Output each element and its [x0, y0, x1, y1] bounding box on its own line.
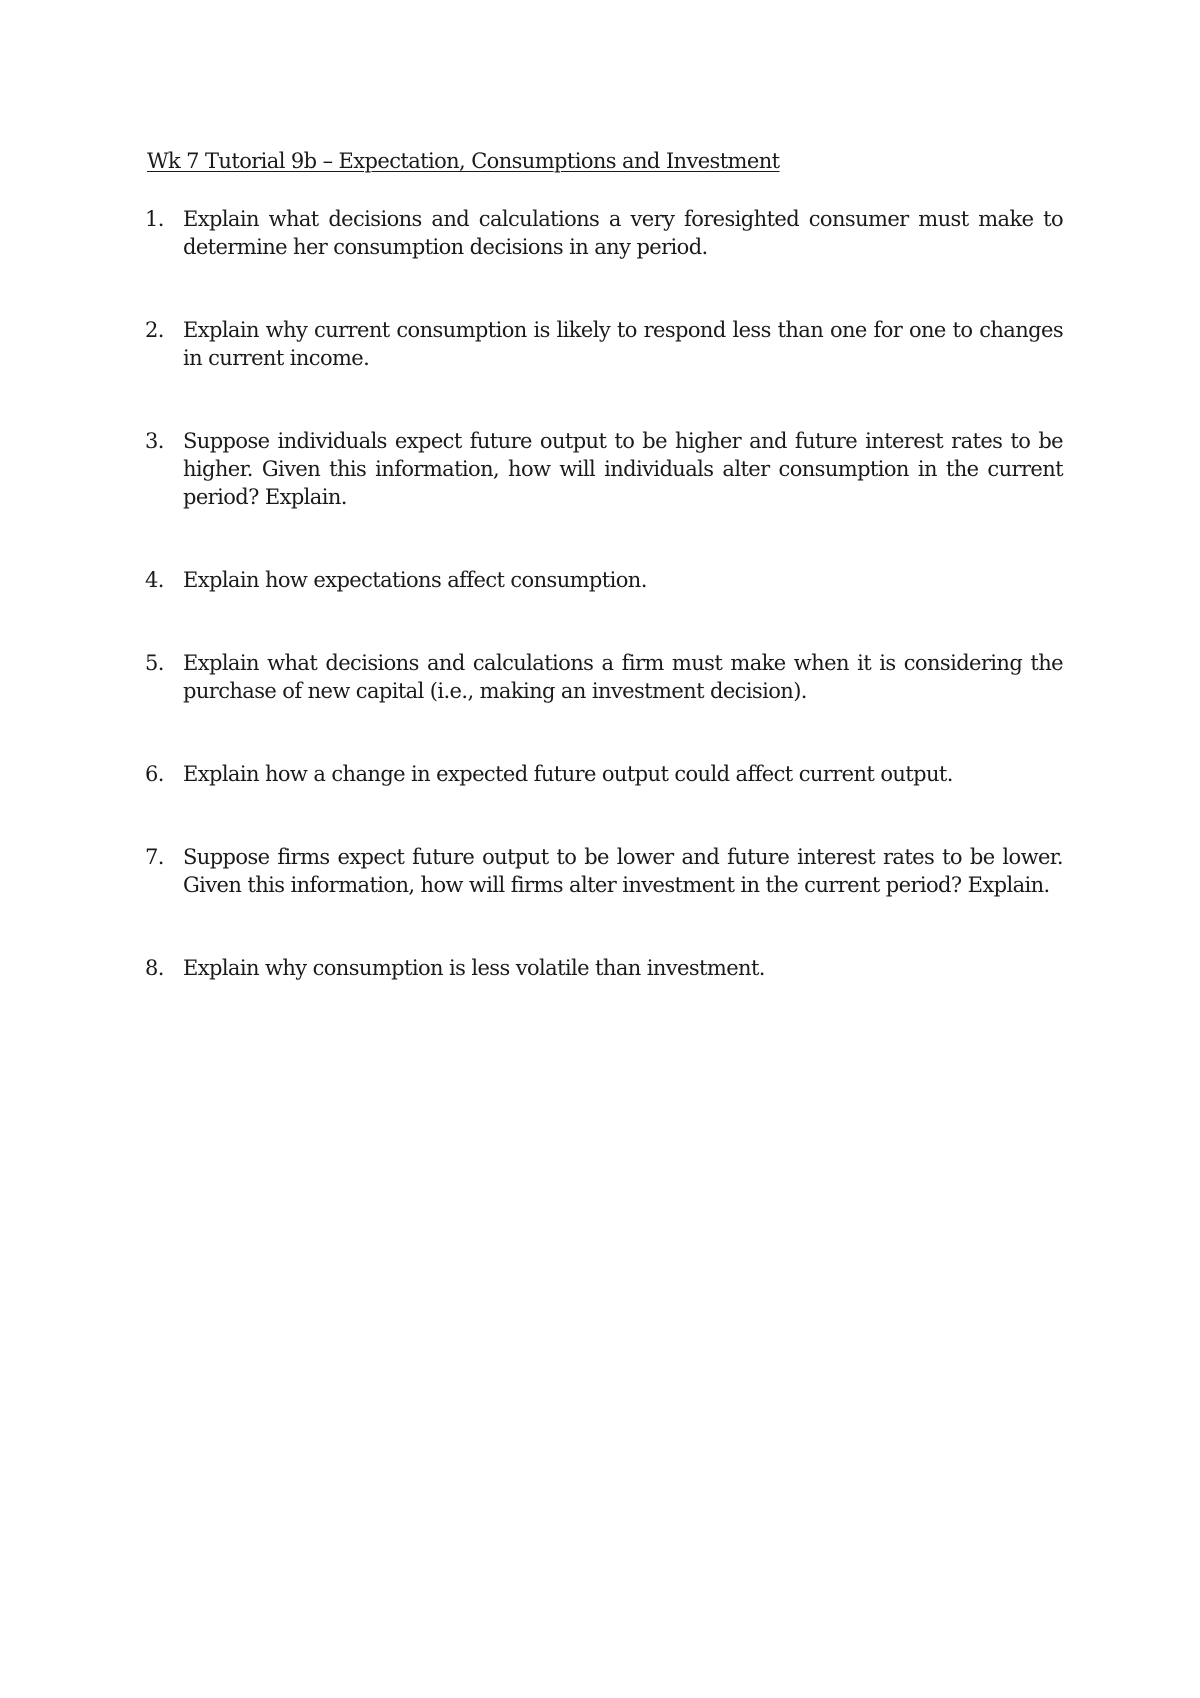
question-text: Suppose individuals expect future output to be higher and future interest rates to be higher. Given this information, how will individuals alter consumption in the current period? Explain.: [183, 429, 1063, 509]
question-text: Explain what decisions and calculations a very foresighted consumer must make to determine her consumption decisions in any period.: [183, 207, 1063, 259]
question-item-1: [145, 205, 1063, 261]
question-item-7: [145, 843, 1063, 899]
question-item-6: [145, 760, 1063, 788]
question-number: 3.: [145, 429, 164, 453]
question-text: Explain why consumption is less volatile than investment.: [183, 956, 765, 980]
question-text: Suppose firms expect future output to be lower and future interest rates to be lower. Given this information, how will firms alter investment in the current period? Explain.: [183, 845, 1063, 897]
question-item-3: [145, 427, 1063, 511]
question-list: [145, 205, 1063, 982]
question-number: 5.: [145, 651, 164, 675]
document-title: Wk 7 Tutorial 9b – Expectation, Consumptions and Investment: [147, 149, 780, 173]
question-number: 6.: [145, 762, 164, 786]
question-item-2: [145, 316, 1063, 372]
question-number: 7.: [145, 845, 164, 869]
question-text: Explain why current consumption is likely to respond less than one for one to changes in current income.: [183, 318, 1063, 370]
question-text: Explain how a change in expected future output could affect current output.: [183, 762, 953, 786]
question-number: 1.: [145, 207, 164, 231]
question-number: 4.: [145, 568, 164, 592]
question-number: 8.: [145, 956, 164, 980]
question-item-5: [145, 649, 1063, 705]
question-text: Explain how expectations affect consumption.: [183, 568, 647, 592]
question-item-8: [145, 954, 1063, 982]
question-text: Explain what decisions and calculations a firm must make when it is considering the purchase of new capital (i.e., making an investment decision).: [183, 651, 1063, 703]
question-item-4: [145, 566, 1063, 594]
question-number: 2.: [145, 318, 164, 342]
